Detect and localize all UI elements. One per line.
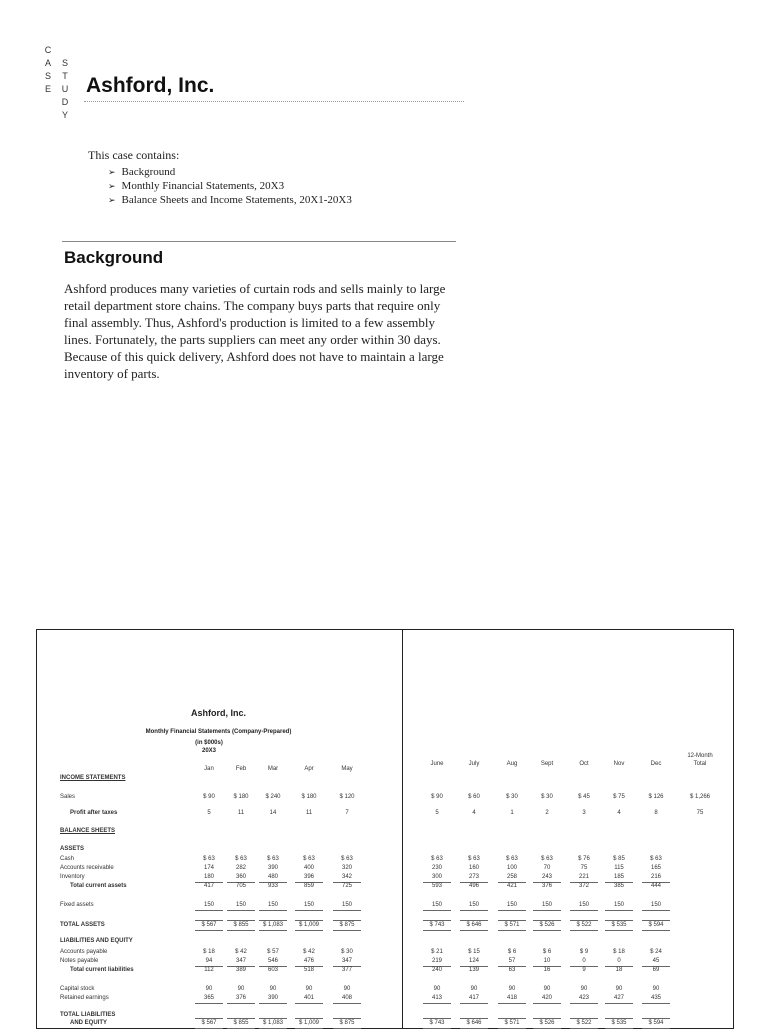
table-cell: $ 535: [611, 922, 627, 928]
case-study-letter: U: [61, 84, 69, 94]
section-assets: ASSETS: [60, 846, 85, 852]
table-cell: $ 85: [613, 856, 625, 862]
subtotal-rule: [227, 910, 255, 911]
row-label: Accounts payable: [60, 949, 108, 955]
table-cell: 282: [235, 865, 246, 871]
table-cell: $ 30: [341, 949, 353, 955]
table-cell: 8: [654, 810, 658, 816]
month-header: July: [468, 761, 480, 767]
table-cell: 417: [203, 883, 214, 889]
total-rule: [333, 1018, 361, 1019]
table-cell: 11: [237, 810, 245, 816]
month-header: Feb: [235, 766, 247, 772]
table-cell: $ 63: [431, 856, 443, 862]
table-cell: $ 1,009: [298, 1020, 320, 1026]
total-rule: [533, 930, 561, 931]
subtotal-rule: [333, 910, 361, 911]
table-cell: $ 120: [339, 794, 355, 800]
table-cell: $ 743: [429, 1020, 445, 1026]
table-cell: $ 63: [235, 856, 247, 862]
contents-item: ➢ Background: [108, 166, 352, 180]
table-cell: 240: [431, 967, 442, 973]
month-header: May: [341, 766, 353, 772]
table-cell: $ 63: [468, 856, 480, 862]
table-cell: 150: [541, 902, 552, 908]
table-cell: 518: [303, 967, 314, 973]
table-cell: 11: [305, 810, 313, 816]
table-cell: $ 855: [233, 1020, 249, 1026]
table-cell: 496: [468, 883, 479, 889]
total-rule: [295, 930, 323, 931]
subtotal-rule: [498, 910, 526, 911]
table-cell: $ 180: [301, 794, 317, 800]
row-label: Notes payable: [60, 958, 99, 964]
subtotal-rule: [570, 1003, 598, 1004]
table-cell: $ 42: [235, 949, 247, 955]
row-label: Fixed assets: [60, 902, 94, 908]
table-cell: 124: [468, 958, 479, 964]
subtotal-rule: [460, 910, 488, 911]
table-cell: $ 522: [576, 1020, 592, 1026]
table-cell: $ 90: [431, 794, 443, 800]
section-liabilities-equity: LIABILITIES AND EQUITY: [60, 938, 133, 944]
table-cell: 90: [269, 986, 277, 992]
subtotal-rule: [295, 1003, 323, 1004]
table-cell: $ 63: [650, 856, 662, 862]
total-rule: [295, 1018, 323, 1019]
table-cell: 300: [431, 874, 442, 880]
table-cell: 90: [508, 986, 516, 992]
table-cell: 258: [506, 874, 517, 880]
total-rule: [498, 920, 526, 921]
statements-year: 20X3: [201, 748, 216, 754]
table-cell: 18: [615, 967, 623, 973]
row-label: Total current assets: [70, 883, 127, 889]
contents-item: ➢ Balance Sheets and Income Statements, 20X1-20X3: [108, 194, 352, 208]
table-cell: 365: [203, 995, 214, 1001]
table-cell: 10: [543, 958, 551, 964]
table-cell: $ 75: [613, 794, 625, 800]
table-cell: $ 21: [431, 949, 443, 955]
month-header: Apr: [304, 766, 314, 772]
subtotal-rule: [533, 1003, 561, 1004]
table-cell: 150: [203, 902, 214, 908]
total-rule: [195, 1018, 223, 1019]
table-cell: $ 571: [504, 922, 520, 928]
table-cell: $ 63: [506, 856, 518, 862]
table-cell: 396: [303, 874, 314, 880]
panel-divider: [402, 629, 403, 1029]
table-cell: 389: [235, 967, 246, 973]
statements-title: Monthly Financial Statements (Company-Prepared): [145, 729, 292, 735]
table-cell: $ 567: [201, 1020, 217, 1026]
table-cell: 150: [506, 902, 517, 908]
total-rule: [227, 930, 255, 931]
table-cell: 174: [203, 865, 214, 871]
subtotal-rule: [642, 910, 670, 911]
table-cell: 112: [204, 967, 214, 973]
total-rule: [460, 920, 488, 921]
table-cell: 221: [578, 874, 589, 880]
table-cell: 150: [341, 902, 352, 908]
total-rule: [195, 930, 223, 931]
table-cell: 70: [543, 865, 551, 871]
table-cell: $ 63: [541, 856, 553, 862]
subtotal-rule: [605, 1003, 633, 1004]
table-cell: 418: [506, 995, 517, 1001]
table-cell: 933: [267, 883, 278, 889]
table-cell: $ 63: [303, 856, 315, 862]
table-cell: 57: [508, 958, 516, 964]
total-rule: [259, 930, 287, 931]
table-cell: $ 855: [233, 922, 249, 928]
table-cell: $ 6: [507, 949, 517, 955]
table-cell: $ 240: [265, 794, 281, 800]
table-cell: 165: [650, 865, 661, 871]
background-paragraph: Ashford produces many varieties of curtain rods and sells mainly to large retail department store chains. The company buys parts that require only final assembly. Thus, Ashford's production is limited to a few assembly lines. Fortunately, the parts suppliers can meet any order within 30 days. Because of this quick delivery, Ashford does not have to maintain a large inventory of parts.: [64, 281, 446, 381]
table-cell: 90: [543, 986, 551, 992]
table-cell: 377: [341, 967, 352, 973]
total-rule: [642, 1018, 670, 1019]
table-cell: 16: [543, 967, 551, 973]
table-cell: 160: [468, 865, 479, 871]
total-rule: [533, 920, 561, 921]
case-study-letter: A: [44, 58, 51, 68]
total-rule: [570, 930, 598, 931]
case-study-letter: C: [44, 45, 52, 55]
total-rule: [423, 920, 451, 921]
subtotal-rule: [498, 1003, 526, 1004]
table-cell: 423: [578, 995, 589, 1001]
row-label: Sales: [60, 794, 76, 800]
table-cell: 376: [541, 883, 552, 889]
total-rule: [423, 930, 451, 931]
subtotal-rule: [460, 1003, 488, 1004]
table-cell: 90: [470, 986, 478, 992]
table-cell: 0: [617, 958, 621, 964]
table-cell: 417: [468, 995, 479, 1001]
table-cell: $ 45: [578, 794, 590, 800]
month-header: 12-Month: [687, 753, 713, 759]
table-cell: 273: [468, 874, 479, 880]
table-cell: $ 24: [650, 949, 662, 955]
table-cell: $ 90: [203, 794, 215, 800]
section-balance-sheets: BALANCE SHEETS: [60, 828, 116, 834]
subtotal-rule: [333, 1003, 361, 1004]
row-label: Profit after taxes: [70, 810, 118, 816]
table-cell: 413: [431, 995, 442, 1001]
table-cell: $ 63: [341, 856, 353, 862]
subtotal-rule: [423, 1003, 451, 1004]
total-rule: [605, 920, 633, 921]
table-cell: 185: [613, 874, 624, 880]
month-header: Oct: [579, 761, 589, 767]
contents-intro: This case contains:: [88, 148, 180, 162]
table-cell: 14: [269, 810, 277, 816]
month-header: Aug: [506, 761, 518, 767]
table-cell: 115: [614, 865, 624, 871]
table-cell: 2: [545, 810, 549, 816]
total-rule: [460, 1018, 488, 1019]
table-cell: 390: [267, 865, 278, 871]
row-label: Capital stock: [60, 986, 95, 992]
table-cell: 219: [431, 958, 442, 964]
table-cell: 75: [580, 865, 588, 871]
table-cell: 347: [235, 958, 246, 964]
row-label: Cash: [60, 856, 75, 862]
table-cell: $ 1,266: [689, 794, 711, 800]
table-cell: 401: [303, 995, 314, 1001]
case-study-letter: S: [44, 71, 51, 81]
total-rule: [460, 930, 488, 931]
table-cell: 435: [650, 995, 661, 1001]
total-rule: [259, 1018, 287, 1019]
table-cell: 859: [303, 883, 314, 889]
subtotal-rule: [227, 1003, 255, 1004]
table-cell: $ 875: [339, 1020, 355, 1026]
table-cell: $ 15: [468, 949, 480, 955]
table-cell: $ 646: [466, 922, 482, 928]
table-cell: 725: [341, 883, 352, 889]
table-cell: 94: [205, 958, 213, 964]
case-study-letter: D: [61, 97, 69, 107]
page-title: Ashford, Inc.: [86, 74, 215, 97]
table-cell: $ 9: [579, 949, 589, 955]
month-header: Dec: [650, 761, 662, 767]
table-cell: 476: [303, 958, 314, 964]
table-cell: $ 743: [429, 922, 445, 928]
table-cell: $ 6: [542, 949, 552, 955]
table-cell: 150: [235, 902, 246, 908]
row-label: Inventory: [60, 874, 85, 880]
table-cell: $ 1,009: [298, 922, 320, 928]
total-rule: [227, 1018, 255, 1019]
table-cell: 90: [580, 986, 588, 992]
subtotal-rule: [642, 1003, 670, 1004]
month-header: Total: [693, 761, 707, 767]
row-label: AND EQUITY: [70, 1020, 108, 1026]
total-rule: [295, 920, 323, 921]
table-cell: 75: [696, 810, 704, 816]
table-cell: 400: [303, 865, 314, 871]
table-cell: 180: [203, 874, 214, 880]
background-heading: Background: [64, 248, 164, 267]
total-rule: [570, 1018, 598, 1019]
table-cell: 69: [652, 967, 660, 973]
table-cell: 320: [341, 865, 352, 871]
table-cell: $ 30: [506, 794, 518, 800]
row-label: Retained earnings: [60, 995, 109, 1001]
table-cell: 420: [541, 995, 552, 1001]
table-cell: $ 180: [233, 794, 249, 800]
case-study-letters-left: [43, 44, 53, 96]
table-cell: $ 126: [648, 794, 664, 800]
table-cell: $ 594: [648, 1020, 664, 1026]
contents-item: ➢ Monthly Financial Statements, 20X3: [108, 180, 352, 194]
table-cell: 1: [510, 810, 514, 816]
table-cell: 230: [431, 865, 442, 871]
table-cell: 5: [435, 810, 439, 816]
total-rule: [533, 1018, 561, 1019]
case-study-letters-right: [60, 57, 70, 122]
table-cell: $ 875: [339, 922, 355, 928]
table-cell: 63: [508, 967, 516, 973]
table-cell: 150: [468, 902, 479, 908]
table-cell: 150: [303, 902, 314, 908]
case-study-letter: S: [61, 58, 68, 68]
total-rule: [570, 920, 598, 921]
table-cell: 5: [207, 810, 211, 816]
table-cell: $ 522: [576, 922, 592, 928]
table-cell: 603: [267, 967, 278, 973]
table-cell: 3: [582, 810, 586, 816]
table-cell: 372: [578, 883, 589, 889]
table-cell: 100: [506, 865, 517, 871]
total-rule: [498, 930, 526, 931]
table-cell: 139: [468, 967, 479, 973]
total-rule: [195, 920, 223, 921]
table-cell: $ 63: [203, 856, 215, 862]
case-study-letter: T: [62, 71, 68, 81]
table-cell: $ 646: [466, 1020, 482, 1026]
table-cell: 705: [235, 883, 246, 889]
total-rule: [227, 920, 255, 921]
subtotal-rule: [195, 1003, 223, 1004]
table-cell: 243: [541, 874, 552, 880]
subtotal-rule: [295, 910, 323, 911]
table-cell: 421: [506, 883, 517, 889]
table-cell: 150: [650, 902, 661, 908]
month-header: Mar: [267, 766, 279, 772]
table-cell: 90: [652, 986, 660, 992]
row-label: Accounts receivable: [60, 865, 114, 871]
row-label: Total current liabilities: [70, 967, 134, 973]
statements-units: (in $000s): [195, 740, 223, 746]
total-rule: [333, 930, 361, 931]
table-cell: 408: [341, 995, 352, 1001]
total-rule: [605, 1018, 633, 1019]
table-cell: $ 567: [201, 922, 217, 928]
table-cell: $ 1,083: [262, 922, 284, 928]
table-cell: $ 63: [267, 856, 279, 862]
table-cell: 90: [433, 986, 441, 992]
total-rule: [605, 930, 633, 931]
case-study-letter: Y: [61, 110, 68, 120]
table-cell: $ 57: [267, 949, 279, 955]
table-cell: 216: [650, 874, 661, 880]
table-cell: 4: [617, 810, 621, 816]
total-rule: [259, 920, 287, 921]
table-cell: 150: [613, 902, 624, 908]
total-rule: [642, 920, 670, 921]
table-cell: $ 18: [203, 949, 215, 955]
table-cell: $ 594: [648, 922, 664, 928]
table-cell: $ 30: [541, 794, 553, 800]
table-cell: 45: [652, 958, 660, 964]
table-cell: 347: [341, 958, 352, 964]
table-cell: 444: [650, 883, 661, 889]
table-cell: 90: [615, 986, 623, 992]
table-cell: 360: [235, 874, 246, 880]
table-cell: 90: [237, 986, 245, 992]
table-cell: 342: [341, 874, 352, 880]
month-header: June: [430, 761, 444, 767]
table-cell: 4: [472, 810, 476, 816]
subtotal-rule: [259, 1003, 287, 1004]
title-underline: [84, 101, 464, 102]
subtotal-rule: [259, 910, 287, 911]
section-income-statements: INCOME STATEMENTS: [60, 775, 126, 781]
table-cell: $ 18: [613, 949, 625, 955]
table-cell: 90: [305, 986, 313, 992]
row-label: TOTAL ASSETS: [60, 922, 105, 928]
table-cell: 9: [582, 967, 586, 973]
table-cell: 90: [205, 986, 213, 992]
table-cell: 90: [343, 986, 351, 992]
table-cell: $ 76: [578, 856, 590, 862]
table-cell: 376: [235, 995, 246, 1001]
table-cell: $ 535: [611, 1020, 627, 1026]
table-cell: $ 571: [504, 1020, 520, 1026]
table-cell: 385: [613, 883, 624, 889]
table-cell: $ 42: [303, 949, 315, 955]
subtotal-rule: [423, 910, 451, 911]
total-rule: [498, 1018, 526, 1019]
subtotal-rule: [533, 910, 561, 911]
statements-company: Ashford, Inc.: [190, 708, 246, 718]
table-cell: 150: [267, 902, 278, 908]
row-label: TOTAL LIABILITIES: [60, 1012, 116, 1018]
month-header: Nov: [613, 761, 625, 767]
subtotal-rule: [570, 910, 598, 911]
table-cell: 150: [578, 902, 589, 908]
subtotal-rule: [195, 910, 223, 911]
table-cell: $ 1,083: [262, 1020, 284, 1026]
contents-list: [108, 166, 352, 208]
table-cell: $ 526: [539, 1020, 555, 1026]
table-cell: 546: [267, 958, 278, 964]
table-cell: 427: [613, 995, 624, 1001]
total-rule: [333, 920, 361, 921]
case-study-letter: E: [44, 84, 51, 94]
table-cell: 150: [431, 902, 442, 908]
table-cell: $ 526: [539, 922, 555, 928]
total-rule: [423, 1018, 451, 1019]
section-divider: [62, 241, 456, 242]
subtotal-rule: [605, 910, 633, 911]
month-header: Sept: [540, 761, 554, 767]
table-cell: 593: [431, 883, 442, 889]
table-cell: 7: [345, 810, 349, 816]
total-rule: [642, 930, 670, 931]
table-cell: 0: [582, 958, 586, 964]
table-cell: 480: [267, 874, 278, 880]
month-header: Jan: [204, 766, 214, 772]
table-cell: 390: [267, 995, 278, 1001]
table-cell: $ 60: [468, 794, 480, 800]
